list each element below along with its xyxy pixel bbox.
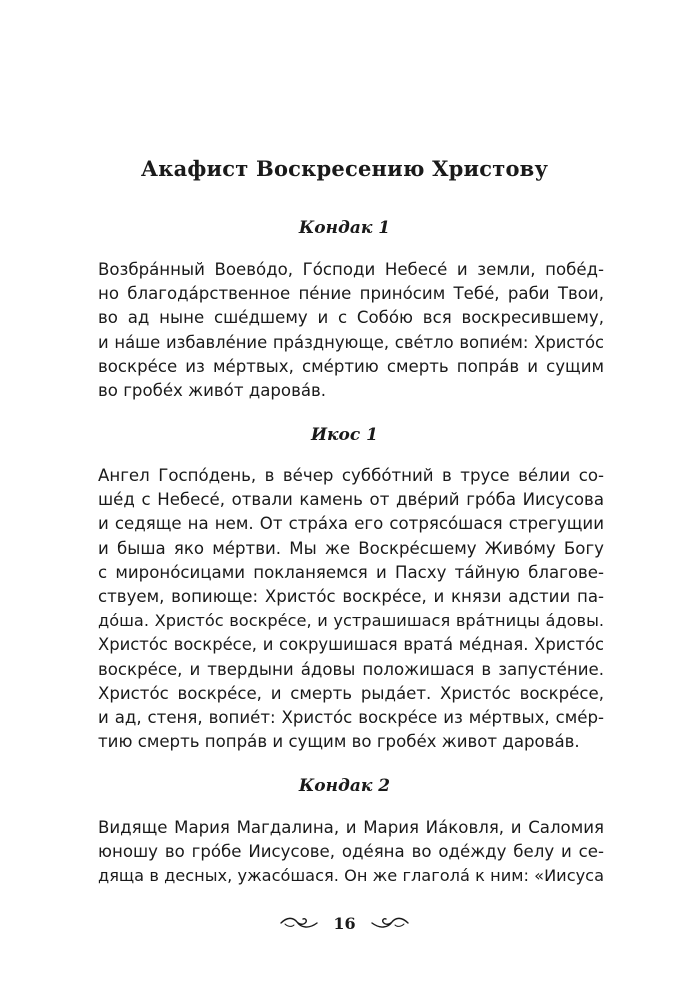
section-heading-kondak-1: Кондак 1 bbox=[298, 218, 391, 238]
text-line: воскре́се, и твердыни а́довы положишася в запусте́ние. bbox=[98, 659, 604, 679]
text-line: и быша яко ме́ртви. Мы же Воскре́сшему Живо́му Богу bbox=[98, 538, 604, 558]
text-line: воскре́се из ме́ртвых, сме́ртию смерть попра́в и сущим bbox=[98, 356, 604, 376]
text-line: Видяще Мария Магдалина, и Мария Иа́ковля, и Саломия bbox=[98, 818, 604, 837]
text-line: до́ша. Христо́с воскре́се, и устрашишася вра́тницы а́довы. bbox=[98, 611, 604, 631]
text-line: юношу во гро́бе Иисусове, оде́яна во оде́жду белу и се- bbox=[98, 842, 604, 862]
text-line: с мироно́сицами покланяемся и Пасху та́йную благове- bbox=[98, 562, 604, 582]
text-line: Ангел Госпо́день, в ве́чер суббо́тний в трусе ве́лии со- bbox=[98, 466, 604, 485]
section-text-ikos-1 bbox=[98, 464, 604, 754]
text-line: дяща в десных, ужасо́шася. Он же глагола́ к ним: «Иисуса bbox=[98, 866, 604, 886]
section-text-kondak-2 bbox=[98, 816, 604, 889]
text-line: ше́д с Небесе́, отвали камень от две́рий гро́ба Иисусова bbox=[98, 490, 604, 510]
text-line: но благода́рственное пе́ние прино́сим Тебе́, раби Твои, bbox=[98, 284, 604, 304]
section-heading-ikos-1: Икос 1 bbox=[310, 425, 378, 445]
text-line: Христо́с воскре́се, и сокрушишася врата́ ме́дная. Христо́с bbox=[98, 635, 604, 655]
page-footer bbox=[0, 908, 689, 938]
section-text-kondak-1 bbox=[98, 258, 604, 403]
text-line: и седяще на нем. От стра́ха его сотрясо́шася стрегущии bbox=[98, 514, 604, 534]
text-line: ствуем, вопиюще: Христо́с воскре́се, и князи адстии па- bbox=[98, 586, 604, 606]
text-line: и ад, стеня, вопие́т: Христо́с воскре́се из ме́ртвых, сме́р- bbox=[98, 707, 604, 727]
section-heading-kondak-2: Кондак 2 bbox=[298, 776, 391, 796]
text-line: во гробе́х живо́т дарова́в. bbox=[98, 380, 327, 400]
text-line: и на́ше избавле́ние пра́зднующе, све́тло вопие́м: Христо́с bbox=[98, 332, 604, 352]
text-line: Христо́с воскре́се, и смерть рыда́ет. Христо́с воскре́се, bbox=[98, 683, 604, 703]
ornament-flourish-right-icon bbox=[370, 915, 410, 931]
ornament-flourish-left-icon bbox=[279, 915, 319, 931]
page-title: Акафист Воскресению Христову bbox=[140, 156, 549, 181]
text-line: тию смерть попра́в и сущим во гробе́х живот дарова́в. bbox=[98, 732, 580, 752]
page-number: 16 bbox=[333, 913, 356, 933]
text-line: Возбра́нный Воево́до, Го́споди Небесе́ и земли, побе́д- bbox=[98, 260, 604, 279]
text-line: во ад ныне сше́дшему и с Собо́ю вся воскресившему, bbox=[98, 308, 604, 328]
